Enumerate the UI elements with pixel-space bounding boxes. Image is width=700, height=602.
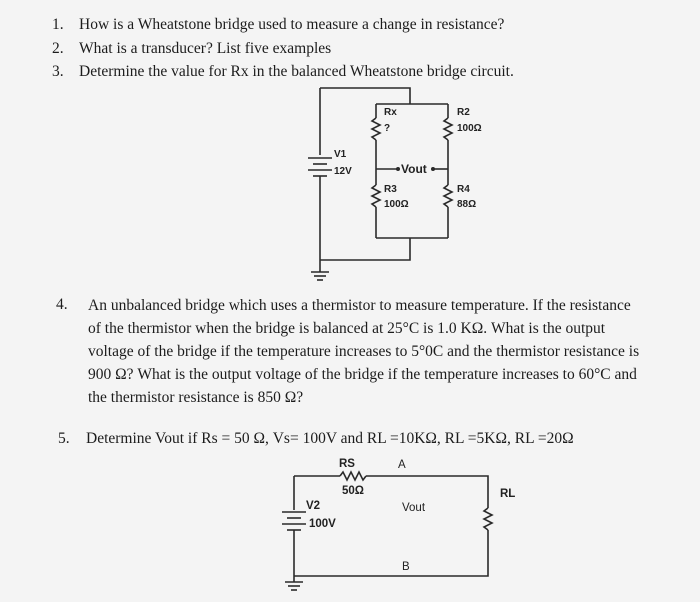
r4-value: 88Ω [457, 199, 477, 210]
r3-label: R3 [384, 184, 397, 195]
rs-label: RS [339, 458, 355, 470]
r2-value: 100Ω [457, 123, 482, 134]
node-a-label: A [398, 459, 406, 471]
question-text: Determine Vout if Rs = 50 Ω, Vs= 100V and RL =10KΩ, RL =5KΩ, RL =20Ω [86, 430, 574, 447]
question-4-line: 900 Ω? What is the output voltage of the bridge if the temperature increases to 60°C and [88, 366, 637, 383]
v2-value: 100V [309, 518, 336, 530]
rs-value: 50Ω [342, 485, 365, 497]
question-number: 2. [52, 40, 64, 57]
question-4-line: the thermistor resistance is 850 Ω? [88, 389, 304, 406]
question-4-line: of the thermistor when the bridge is balanced at 25°C is 1.0 KΩ. What is the output [88, 320, 606, 337]
v2-label: V2 [306, 500, 321, 512]
question-number: 4. [56, 296, 68, 313]
question-text: What is a transducer? List five examples [79, 40, 332, 57]
question-4-line: An unbalanced bridge which uses a thermistor to measure temperature. If the resistance [88, 297, 631, 314]
v1-value: 12V [334, 166, 352, 177]
question-number: 1. [52, 16, 64, 33]
question-text: Determine the value for Rx in the balanced Wheatstone bridge circuit. [79, 63, 514, 80]
r4-label: R4 [457, 184, 470, 195]
vout-label: Vout [401, 162, 427, 176]
node-b-label: B [402, 561, 410, 573]
vout-label: Vout [402, 502, 426, 514]
v1-label: V1 [334, 149, 347, 160]
r3-value: 100Ω [384, 199, 409, 210]
rx-label: Rx [384, 107, 397, 118]
r2-label: R2 [457, 107, 470, 118]
question-number: 3. [52, 63, 64, 80]
question-text: How is a Wheatstone bridge used to measure a change in resistance? [79, 16, 505, 33]
rl-label: RL [500, 488, 516, 500]
question-number: 5. [58, 430, 70, 447]
rx-value: ? [384, 123, 391, 134]
question-4-line: voltage of the bridge if the temperature increases to 5°0C and the thermistor resistance is [88, 343, 640, 360]
